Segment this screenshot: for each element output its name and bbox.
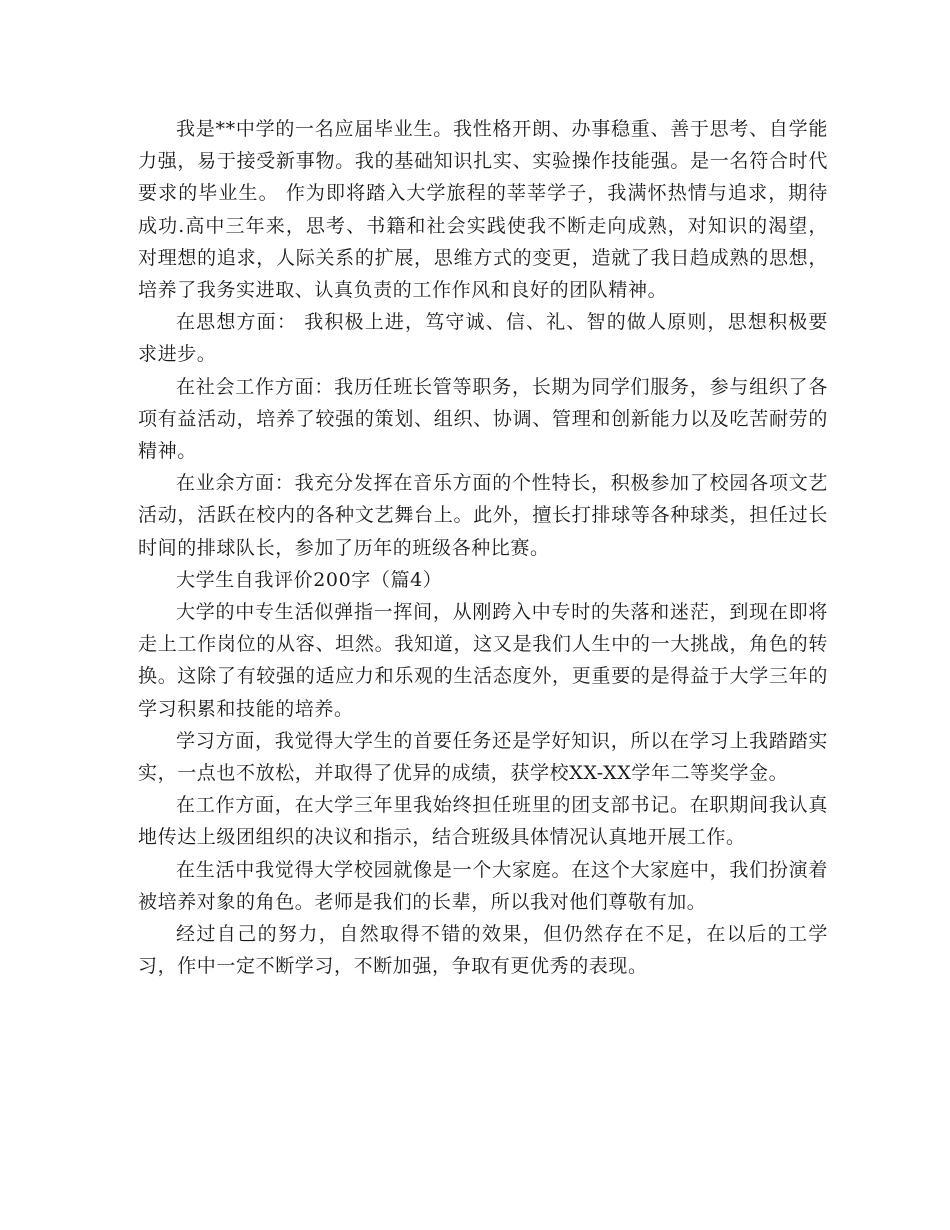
paragraph-social-work: 在社会工作方面：我历任班长管等职务，长期为同学们服务，参与组织了各项有益活动，培养了较强的策划、组织、协调、管理和创新能力以及吃苦耐劳的精神。 [138, 375, 828, 463]
paragraph-thought: 在思想方面： 我积极上进，笃守诚、信、礼、智的做人原则，思想积极要求进步。 [138, 311, 828, 366]
paragraph-college-life: 大学的中专生活似弹指一挥间，从刚跨入中专时的失落和迷茫，到现在即将走上工作岗位的从容、坦然。我知道，这又是我们人生中的一大挑战，角色的转换。这除了有较强的适应力和乐观的生活态度外，更重要的是得益于大学三年的学习积累和技能的培养。 [138, 601, 828, 720]
section-heading: 大学生自我评价200字（篇4） [176, 568, 443, 591]
paragraph-life: 在生活中我觉得大学校园就像是一个大家庭。在这个大家庭中，我们扮演着被培养对象的角色。老师是我们的长辈，所以我对他们尊敬有加。 [138, 858, 828, 913]
paragraph-conclusion: 经过自己的努力，自然取得不错的效果，但仍然存在不足，在以后的工学习，作中一定不断学习，不断加强，争取有更优秀的表现。 [138, 923, 828, 978]
paragraph-study: 学习方面，我觉得大学生的首要任务还是学好知识，所以在学习上我踏踏实实，一点也不放松，并取得了优异的成绩，获学校XX-XX学年二等奖学金。 [138, 729, 828, 785]
paragraph-hobbies: 在业余方面：我充分发挥在音乐方面的个性特长，积极参加了校园各项文艺活动，活跃在校内的各种文艺舞台上。此外，擅长打排球等各种球类，担任过长时间的排球队长，参加了历年的班级各种比赛。 [138, 472, 828, 559]
paragraph-intro: 我是**中学的一名应届毕业生。我性格开朗、办事稳重、善于思考、自学能力强，易于接受新事物。我的基础知识扎实、实验操作技能强。是一名符合时代要求的毕业生。 作为即将踏入大学旅程的莘莘学子，我满怀热情与追求，期待成功.高中三年来，思考、书籍和社会实践使我不断走向成熟，对知识的渴望，对理想的追求，人际关系的扩展，思维方式的变更，造就了我日趋成熟的思想，培养了我务实进取、认真负责的工作作风和良好的团队精神。 [138, 118, 828, 302]
document-body [138, 113, 828, 982]
paragraph-work: 在工作方面，在大学三年里我始终担任班里的团支部书记。在职期间我认真地传达上级团组织的决议和指示，结合班级具体情况认真地开展工作。 [138, 794, 828, 849]
